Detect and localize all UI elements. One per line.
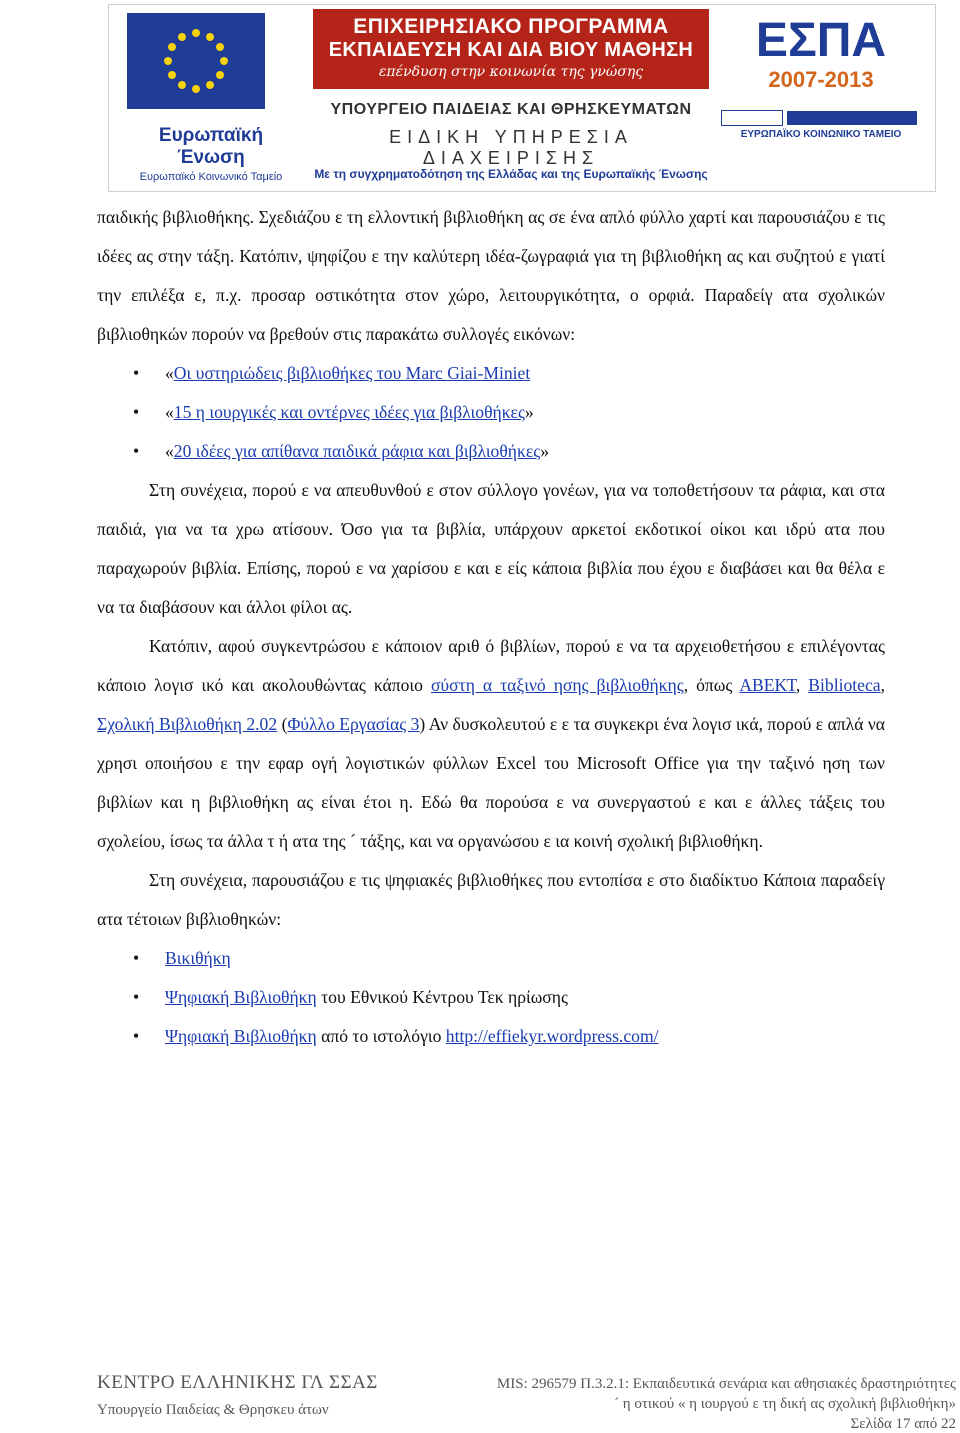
ministry-block [313,101,709,169]
espa-years: 2007-2013 [768,67,874,92]
espa-fund: ΕΥΡΩΠΑΪΚΟ ΚΟΙΝΩΝΙΚΟ ΤΑΜΕΙΟ [740,129,902,140]
greek-flag-icon [721,110,783,126]
bullet-icon: • [133,363,140,383]
ekt-digital-library-link[interactable]: Ψηφιακή Βιβλιοθήκη [165,987,317,1007]
espa-logo [721,15,921,105]
list-item [97,939,885,978]
paragraph-2: Στη συνέχεια, πορού ε να απευθυνθού ε στον σύλλογο γονέων, για να τοποθετήσουν τα ράφια, και στα παιδιά, για να τα χρω ατίσουν. Όσο για τα βιβλία, υπάρχουν αρκετοί εκδοτικοί οίκοι και ιδρύ ατα που παραχωρούν βιβλία. Επίσης, πορού ε να χαρίσου ε και ε είς κάποια βιβλία που έχου ε διαβάσει και θα θέλα ε να τα διαβάσουν και άλλοι φίλοι ας. [97,480,885,617]
abekt-link[interactable]: ΑΒΕΚΤ [739,675,796,695]
list-item: • «15 η ιουργικές και οντέρνες ιδέες για βιβλιοθήκες» [97,393,885,432]
school-library-link[interactable]: Σχολική Βιβλιοθήκη 2.02 [97,714,278,734]
footer-organization: ΚΕΝΤΡΟ ΕΛΛΗΝΙΚΗΣ ΓΛ ΣΣΑΣ [97,1372,378,1393]
ministry-line1: ΥΠΟΥΡΓΕΙΟ ΠΑΙΔΕΙΑΣ ΚΑΙ ΘΡΗΣΚΕΥΜΑΤΩΝ [330,101,692,118]
espa-bar [787,111,917,125]
image-collections-list [97,354,885,471]
blog-digital-library-link[interactable]: Ψηφιακή Βιβλιοθήκη [165,1026,317,1046]
bullet-icon: • [133,441,140,461]
eu-caption-line1: Ευρωπαϊκή Ένωση [158,125,264,168]
collection-link-2[interactable]: 15 η ιουργικές και οντέρνες ιδέες για βιβλιοθήκες [173,402,525,422]
worksheet-3-link[interactable]: Φύλλο Εργασίας 3 [287,714,420,734]
collection-link-1[interactable]: Οι υστηριώδεις βιβλιοθήκες του Marc Giai-Miniet [173,363,531,383]
list-item: • Ψηφιακή Βιβλιοθήκη από το ιστολόγιο http://effiekyr.wordpress.com/ [97,1017,885,1056]
footer-page-number: Σελίδα 17 από 22 [850,1416,956,1432]
program-logo [313,9,709,89]
espa-title: ΕΣΠΑ [755,14,887,67]
bullet-icon: • [133,948,140,968]
collection-link-3[interactable]: 20 ιδέες για απίθανα παιδικά ράφια και βιβλιοθήκες [173,441,541,461]
footer-scenario-title: ´ η οτικού « η ιουργού ε τη δική ας σχολική βιβλιοθήκη» [614,1396,956,1412]
classification-system-link[interactable]: σύστη α ταξινό ησης βιβλιοθήκης [430,675,684,695]
eu-caption-line2: Ευρωπαϊκό Κοινωνικό Ταμείο [139,171,283,183]
document-body [97,198,885,1056]
espa-flag-bars [721,109,921,127]
digital-libraries-list [97,939,885,1056]
list-item: • Ψηφιακή Βιβλιοθήκη του Εθνικού Κέντρου Τεκ ηρίωσης [97,978,885,1017]
footer-ministry: Υπουργείο Παιδείας & Θρησκευ άτων [97,1402,329,1418]
program-line2: ΕΚΠΑΙΔΕΥΣΗ ΚΑΙ ΔΙΑ ΒΙΟΥ ΜΑΘΗΣΗ [328,39,694,61]
bullet-icon: • [133,987,140,1007]
bullet-icon: • [133,1026,140,1046]
ministry-line2: ΕΙΔΙΚΗ ΥΠΗΡΕΣΙΑ ΔΙΑΧΕΙΡΙΣΗΣ [389,127,633,168]
bullet-icon: • [133,402,140,422]
eu-flag-logo [127,13,265,109]
program-line3: επένδυση στην κοινωνία της γνώσης [378,64,644,80]
paragraph-4: Στη συνέχεια, παρουσιάζου ε τις ψηφιακές βιβλιοθήκες που εντοπίσα ε στο διαδίκτυο Κάποια παραδείγ ατα τέτοιων βιβλιοθηκών: [97,870,885,929]
paragraph-3: Κατόπιν, αφού συγκεντρώσου ε κάποιον αριθ ό βιβλίων, πορού ε να τα αρχειοθετήσου ε επιλέγοντας κάποιο λογισ ικό και ακολουθώντας κάποιο σύστη α ταξινό ησης βιβλιοθήκης, όπως ΑΒΕΚΤ, Biblioteca, Σχολική Βιβλιοθήκη 2.02 (Φύλλο Εργασίας 3) Αν δυσκολευτού ε ε τα συγκεκρι ένα λογισ ικά, πορού ε απλά να χρησι οποιήσου ε την εφαρ ογή λογιστικών φύλλων Excel του Microsoft Office για την ταξινό ηση των βιβλίων και η βιβλιοθήκη ας είναι έτοι η. Εδώ θα πορούσα ε να συνεργαστού ε και ε άλλες τάξεις του σχολείου, ίσως τα άλλα τ ή ατα της ´ τάξης, και να οργανώσου ε ια κοινή σχολική βιβλιοθήκη. [97,636,886,851]
effiekyr-url-link[interactable]: http://effiekyr.wordpress.com/ [445,1026,659,1046]
program-line1: ΕΠΙΧΕΙΡΗΣΙΑΚΟ ΠΡΟΓΡΑΜΜΑ [353,15,669,38]
eu-caption [131,125,291,183]
list-item: • «20 ιδέες για απίθανα παιδικά ράφια και βιβλιοθήκες» [97,432,885,471]
wikisource-link[interactable]: Βικιθήκη [165,948,231,968]
biblioteca-link[interactable]: Biblioteca [808,675,881,695]
paragraph-1: παιδικής βιβλιοθήκης. Σχεδιάζου ε τη ελλοντική βιβλιοθήκη ας σε ένα απλό φύλλο χαρτί και παρουσιάζου ε τις ιδέες ας στην τάξη. Κατόπιν, ψηφίζου ε την καλύτερη ιδέα-ζωγραφιά για τη βιβλιοθήκη ας και συζητού ε γιατί την επιλέξα ε, π.χ. προσαρ οστικότητα στον χώρο, λειτουργικότητα, ο ορφιά. Παραδείγ ατα σχολικών βιβλιοθηκών πορούν να βρεθούν στις παρακάτω συλλογές εικόνων: [97,207,885,344]
list-item: • «Οι υστηριώδεις βιβλιοθήκες του Marc Giai-Miniet [97,354,885,393]
header-banner [108,4,936,192]
footer-project: MIS: 296579 Π.3.2.1: Εκπαιδευτικά σενάρια και αθησιακές δραστηριότητες [496,1376,956,1392]
cofinancing-text: Με τη συγχρηματοδότηση της Ελλάδας και της Ευρωπαϊκής Ένωσης [314,167,708,181]
eu-stars-icon [127,13,265,109]
